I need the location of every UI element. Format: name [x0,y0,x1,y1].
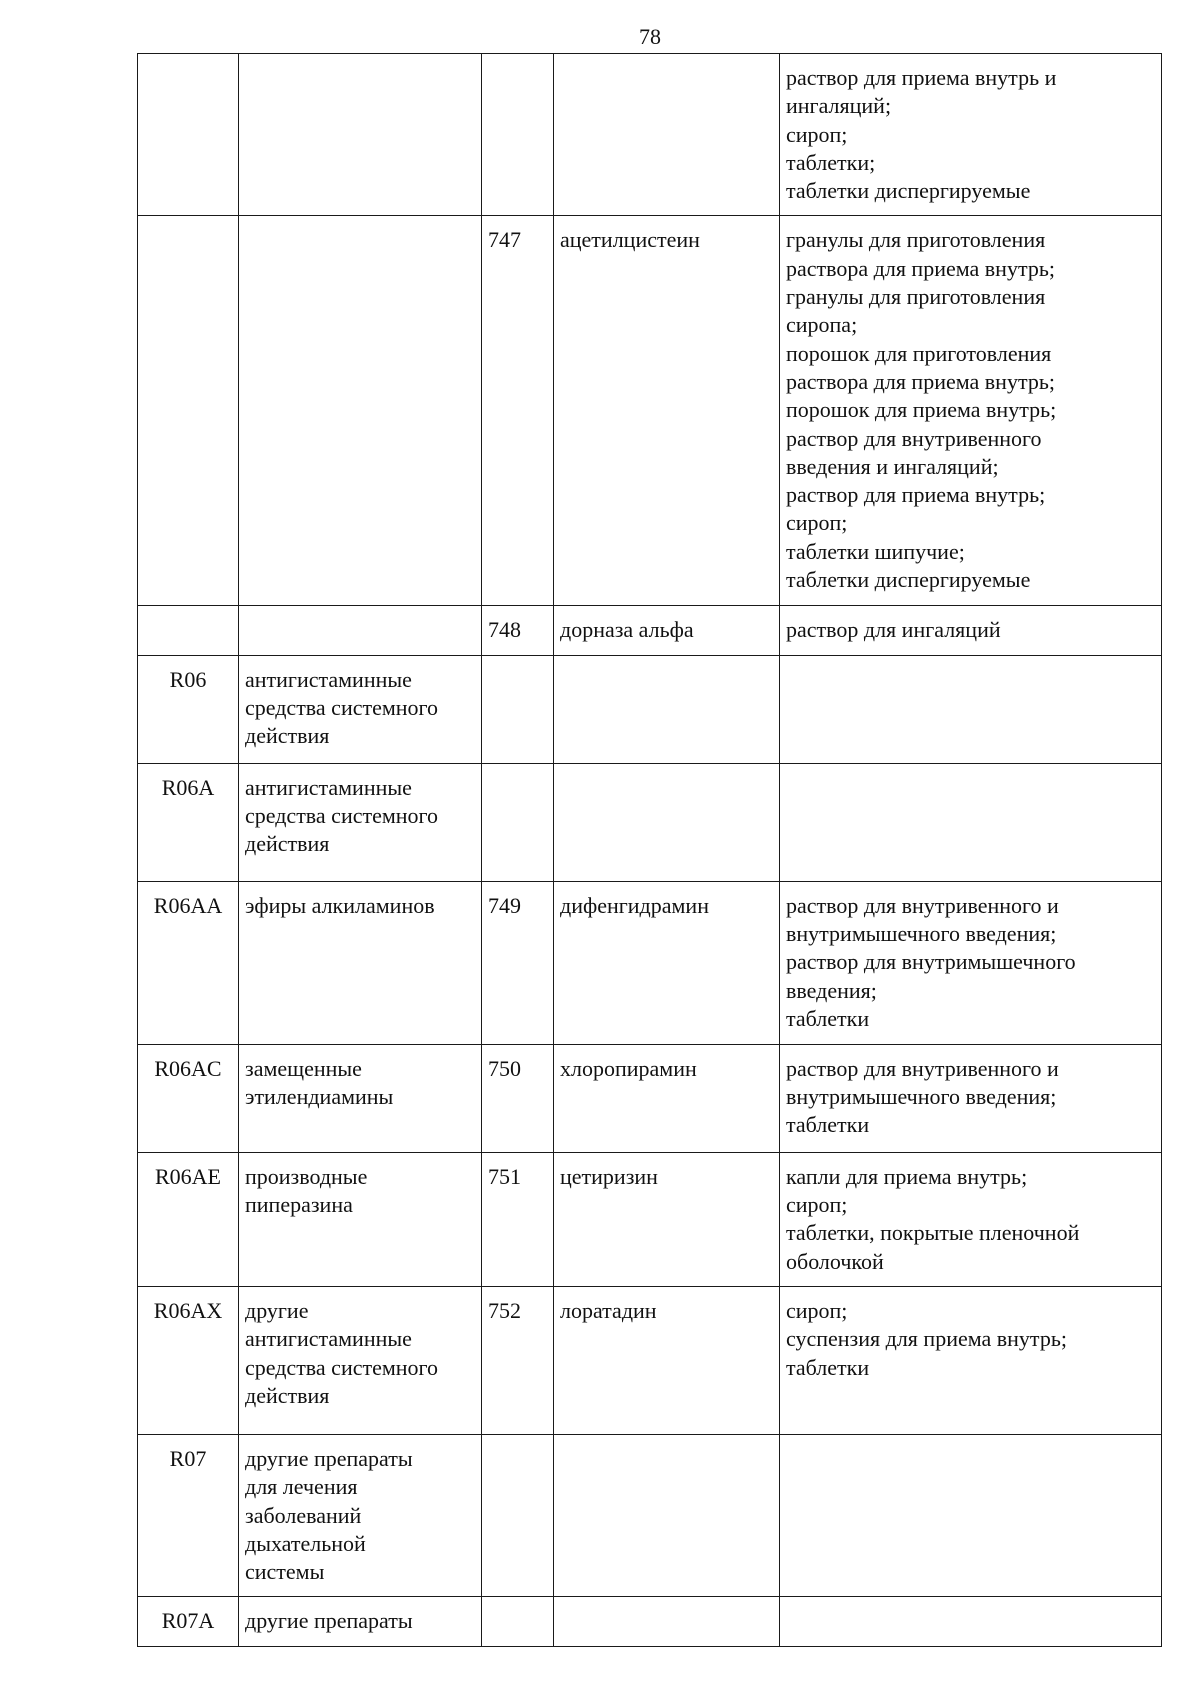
drug-name-cell [554,606,780,655]
dosage-form-line: гранулы для приготовления [786,284,1046,310]
group-name-line: средства системного [245,1354,439,1380]
group-name-line: пиперазина [245,1192,353,1218]
group-name-line: антигистаминные [245,774,412,800]
group-name-line: средства системного [245,695,439,721]
dosage-form-line: таблетки диспергируемые [786,567,1031,593]
group-name-cell [239,655,482,763]
dosage-form-line: оболочкой [786,1248,884,1274]
item-number: 751 [488,1163,521,1189]
group-name-line: другие [245,1297,309,1323]
table-row [138,763,1162,881]
drug-name-cell [554,1434,780,1596]
atc-code-cell [138,763,239,881]
group-name-line: эфиры алкиламинов [245,892,435,918]
atc-code: R06AC [154,1055,222,1081]
dosage-form-line: таблетки, покрытые пленочной [786,1220,1080,1246]
group-name-cell [239,1044,482,1152]
drug-name-cell [554,216,780,606]
group-name-cell [239,763,482,881]
dosage-forms-cell [780,881,1162,1044]
dosage-form-line: раствор для приема внутрь и [786,65,1057,90]
drug-name-cell [554,1152,780,1286]
group-name-cell [239,54,482,216]
table-row [138,1152,1162,1286]
dosage-form-line: раствор для внутривенного и [786,1055,1059,1081]
dosage-form-line: таблетки шипучие; [786,538,965,564]
dosage-form-line: гранулы для приготовления [786,227,1046,253]
drug-name: хлоропирамин [560,1055,697,1081]
atc-code: R07 [169,1445,207,1471]
dosage-form-line: суспензия для приема внутрь; [786,1326,1067,1352]
drug-name: ацетилцистеин [560,227,700,253]
dosage-form-line: раствора для приема внутрь; [786,255,1055,281]
group-name-line: системы [245,1559,325,1585]
group-name-line: средства системного [245,803,439,829]
drug-name-cell [554,881,780,1044]
item-number: 748 [488,617,521,643]
group-name-line: антигистаминные [245,666,412,692]
dosage-forms-cell [780,655,1162,763]
dosage-forms-cell [780,763,1162,881]
dosage-form-line: раствор для внутривенного и [786,892,1059,918]
drug-name-cell [554,54,780,216]
dosage-forms-cell [780,606,1162,655]
group-name-line: другие препараты [245,1608,413,1634]
item-number-cell [482,606,554,655]
atc-code-cell [138,1152,239,1286]
group-name-line: антигистаминные [245,1326,412,1352]
dosage-form-line: раствора для приема внутрь; [786,368,1055,394]
dosage-form-line: введения и ингаляций; [786,453,999,479]
atc-code-cell [138,606,239,655]
item-number-cell [482,1597,554,1647]
table-row [138,54,1162,216]
table-row [138,655,1162,763]
dosage-form-line: капли для приема внутрь; [786,1163,1028,1189]
atc-code: R06AE [155,1163,221,1189]
atc-code-cell [138,1044,239,1152]
table-row [138,1044,1162,1152]
item-number-cell [482,1044,554,1152]
dosage-form-line: внутримышечного введения; [786,1084,1057,1110]
item-number-cell [482,881,554,1044]
dosage-form-line: таблетки; [786,149,876,175]
dosage-form-line: внутримышечного введения; [786,921,1057,947]
dosage-form-line: порошок для приема внутрь; [786,397,1057,423]
atc-code: R07A [161,1608,215,1634]
group-name-cell [239,1434,482,1596]
group-name-line: действия [245,723,330,749]
atc-code-cell [138,1597,239,1647]
group-name-cell [239,1597,482,1647]
dosage-form-line: сироп; [786,121,848,147]
group-name-line: действия [245,1382,330,1408]
drug-name: дифенгидрамин [560,892,709,918]
drug-name: лоратадин [560,1297,657,1323]
drug-name-cell [554,763,780,881]
group-name-line: для лечения [245,1474,358,1500]
item-number: 752 [488,1297,521,1323]
atc-code-cell [138,54,239,216]
drug-name-cell [554,1597,780,1647]
item-number: 749 [488,892,521,918]
dosage-form-line: таблетки диспергируемые [786,178,1031,204]
dosage-form-line: раствор для внутривенного [786,425,1042,451]
dosage-forms-cell [780,1044,1162,1152]
table-row [138,1286,1162,1434]
dosage-form-line: сироп; [786,1297,848,1323]
group-name-cell [239,216,482,606]
table-row [138,881,1162,1044]
group-name-line: производные [245,1163,368,1189]
dosage-form-line: сироп; [786,510,848,536]
atc-code-cell [138,655,239,763]
dosage-forms-cell [780,1434,1162,1596]
group-name-line: действия [245,831,330,857]
dosage-form-line: сироп; [786,1192,848,1218]
atc-code: R06AA [153,892,223,918]
dosage-forms-cell [780,216,1162,606]
item-number-cell [482,1286,554,1434]
drug-name-cell [554,1286,780,1434]
table-body [138,54,1162,1647]
dosage-forms-cell [780,1597,1162,1647]
group-name-line: заболеваний [245,1502,362,1528]
item-number-cell [482,1152,554,1286]
dosage-form-line: порошок для приготовления [786,340,1052,366]
page-number: 78 [639,24,661,49]
group-name-cell [239,1286,482,1434]
dosage-form-line: таблетки [786,1005,870,1031]
atc-code-cell [138,1434,239,1596]
atc-code: R06AX [153,1297,223,1323]
item-number-cell [482,655,554,763]
atc-code-cell [138,881,239,1044]
atc-code-cell [138,216,239,606]
item-number-cell [482,763,554,881]
atc-code-cell [138,1286,239,1434]
dosage-form-line: таблетки [786,1354,870,1380]
item-number-cell [482,216,554,606]
drug-name: дорназа альфа [560,617,694,643]
dosage-form-line: таблетки [786,1112,870,1138]
atc-code: R06 [169,666,207,692]
dosage-forms-cell [780,1152,1162,1286]
dosage-form-line: раствор для приема внутрь; [786,482,1046,508]
item-number-cell [482,54,554,216]
drug-name-cell [554,1044,780,1152]
item-number: 747 [488,227,521,253]
group-name-line: другие препараты [245,1445,413,1471]
group-name-cell [239,881,482,1044]
group-name-line: этилендиамины [245,1084,394,1110]
dosage-form-line: ингаляций; [786,93,892,119]
table-row [138,606,1162,655]
group-name-cell [239,1152,482,1286]
drug-name-cell [554,655,780,763]
table-row [138,1597,1162,1647]
item-number: 750 [488,1055,521,1081]
drug-table [137,53,1162,1647]
dosage-forms-cell [780,54,1162,216]
table-row [138,216,1162,606]
group-name-line: дыхательной [245,1530,366,1556]
group-name-cell [239,606,482,655]
dosage-form-line: раствор для ингаляций [786,617,1001,643]
dosage-form-line: раствор для внутримышечного [786,949,1076,975]
atc-code: R06A [161,774,215,800]
item-number-cell [482,1434,554,1596]
group-name-line: замещенные [245,1055,362,1081]
dosage-forms-cell [780,1286,1162,1434]
dosage-form-line: введения; [786,977,877,1003]
drug-name: цетиризин [560,1163,658,1189]
dosage-form-line: сиропа; [786,312,858,338]
table-row [138,1434,1162,1596]
